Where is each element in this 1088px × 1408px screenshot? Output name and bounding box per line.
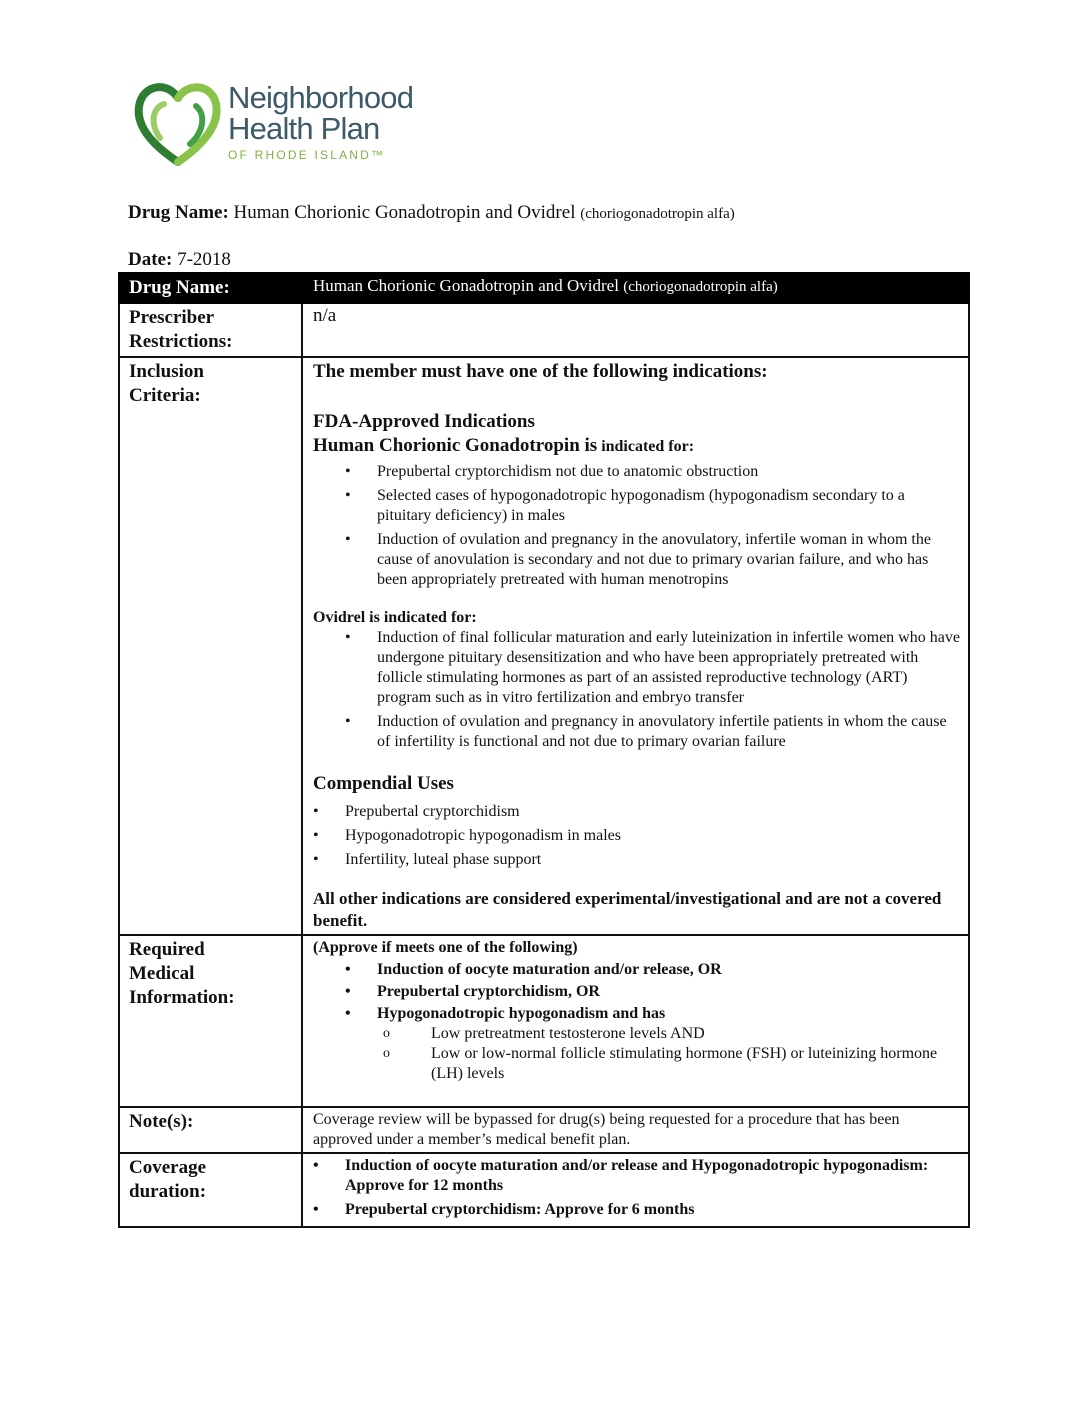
list-item: • Prepubertal cryptorchidism bbox=[313, 802, 960, 822]
prescriber-label-2: Restrictions: bbox=[129, 331, 233, 352]
inclusion-value bbox=[302, 357, 969, 935]
list-item: • Prepubertal cryptorchidism: Approve for 6 months bbox=[313, 1200, 960, 1220]
criteria-table bbox=[118, 272, 970, 1228]
compendial-heading: Compendial Uses bbox=[313, 773, 454, 794]
coverage-label-1: Coverage bbox=[129, 1157, 207, 1178]
heart-logo-icon bbox=[130, 78, 226, 168]
coverage-label bbox=[119, 1153, 302, 1227]
required-label bbox=[119, 935, 302, 1107]
list-item: • Induction of oocyte maturation and/or release, OR bbox=[313, 960, 960, 980]
required-label-3: Information: bbox=[129, 987, 235, 1008]
coverage-value bbox=[302, 1153, 969, 1227]
list-item: • Infertility, luteal phase support bbox=[313, 850, 960, 870]
fda-heading: FDA-Approved Indications bbox=[313, 411, 535, 432]
drug-name-label: Drug Name: bbox=[119, 273, 302, 303]
inclusion-label bbox=[119, 357, 302, 935]
coverage-list bbox=[313, 1156, 960, 1220]
required-sublist bbox=[313, 1024, 960, 1084]
header-drug-name bbox=[128, 202, 735, 224]
coverage-label-2: duration: bbox=[129, 1181, 207, 1202]
required-value bbox=[302, 935, 969, 1107]
prescriber-label bbox=[119, 303, 302, 357]
compendial-list bbox=[313, 802, 960, 870]
drug-name-value bbox=[302, 273, 969, 303]
hcg-list bbox=[313, 462, 960, 590]
list-item: • Induction of ovulation and pregnancy in anovulatory infertile patients in whom the cause of infertility is functional and not due to primary ovarian failure bbox=[313, 712, 960, 752]
row-prescriber bbox=[119, 303, 969, 357]
list-item: • Prepubertal cryptorchidism not due to anatomic obstruction bbox=[313, 462, 960, 482]
inclusion-intro: The member must have one of the following indications: bbox=[313, 361, 768, 382]
logo-wordmark bbox=[228, 82, 413, 162]
note-value: Coverage review will be bypassed for drug(s) being requested for a procedure that has been approved under a member’s medical benefit plan. bbox=[302, 1107, 969, 1153]
required-label-2: Medical bbox=[129, 963, 195, 984]
header-drug-label: Drug Name: bbox=[128, 202, 229, 223]
row-required-info bbox=[119, 935, 969, 1107]
ovidrel-heading: Ovidrel is indicated for: bbox=[313, 609, 477, 626]
row-notes bbox=[119, 1107, 969, 1153]
required-label-1: Required bbox=[129, 939, 205, 960]
note-label: Note(s): bbox=[119, 1107, 302, 1153]
list-item: • Hypogonadotropic hypogonadism and has bbox=[313, 1004, 960, 1024]
header-drug-value: Human Chorionic Gonadotropin and Ovidrel bbox=[233, 202, 576, 223]
list-item: • Induction of oocyte maturation and/or release and Hypogonadotropic hypogonadism: Approve for 12 months bbox=[313, 1156, 960, 1196]
drug-name-text: Human Chorionic Gonadotropin and Ovidrel bbox=[313, 276, 619, 295]
inclusion-closing: All other indications are considered experimental/investigational and are not a covered benefit. bbox=[313, 889, 942, 930]
hcg-heading: Human Chorionic Gonadotropin is bbox=[313, 435, 598, 456]
list-item: • Hypogonadotropic hypogonadism in males bbox=[313, 826, 960, 846]
hcg-suffix: indicated for: bbox=[601, 438, 695, 455]
list-item: • Selected cases of hypogonadotropic hypogonadism (hypogonadism secondary to a pituitary deficiency) in males bbox=[313, 486, 960, 526]
hcg-heading-line bbox=[313, 434, 960, 458]
list-item: • Induction of ovulation and pregnancy in the anovulatory, infertile woman in whom the cause of anovulation is secondary and not due to primary ovarian failure, and who has been appropriately pretreated with human menotropins bbox=[313, 530, 960, 590]
list-item: o Low or low-normal follicle stimulating hormone (FSH) or luteinizing hormone (LH) levels bbox=[313, 1044, 960, 1084]
inclusion-label-2: Criteria: bbox=[129, 385, 201, 406]
list-item: o Low pretreatment testosterone levels AND bbox=[313, 1024, 960, 1044]
prescriber-label-1: Prescriber bbox=[129, 307, 215, 328]
row-drug-name bbox=[119, 273, 969, 303]
header-date-label: Date: bbox=[128, 249, 173, 270]
prescriber-value: n/a bbox=[302, 303, 969, 357]
logo-line-3: OF RHODE ISLAND™ bbox=[228, 148, 386, 162]
drug-name-suffix: (choriogonadotropin alfa) bbox=[623, 279, 778, 295]
list-item: • Induction of final follicular maturation and early luteinization in infertile women who have undergone pituitary desensitization and who have been appropriately pretreated with follicle stimulating hormones as part of an assisted reproductive technology (ART) program such as in vitro fertilization and embryo transfer bbox=[313, 628, 960, 708]
header-drug-suffix: (choriogonadotropin alfa) bbox=[580, 206, 735, 222]
list-item: • Prepubertal cryptorchidism, OR bbox=[313, 982, 960, 1002]
neighborhood-health-plan-logo bbox=[130, 78, 440, 168]
header-date-value: 7-2018 bbox=[177, 249, 231, 270]
inclusion-label-1: Inclusion bbox=[129, 361, 204, 382]
row-inclusion bbox=[119, 357, 969, 935]
ovidrel-list bbox=[313, 628, 960, 752]
logo-line-1: Neighborhood bbox=[228, 80, 414, 115]
required-list bbox=[313, 960, 960, 1024]
required-intro: (Approve if meets one of the following) bbox=[313, 939, 578, 956]
logo-line-2: Health Plan bbox=[228, 111, 380, 146]
row-coverage-duration bbox=[119, 1153, 969, 1227]
header-date bbox=[128, 249, 231, 271]
